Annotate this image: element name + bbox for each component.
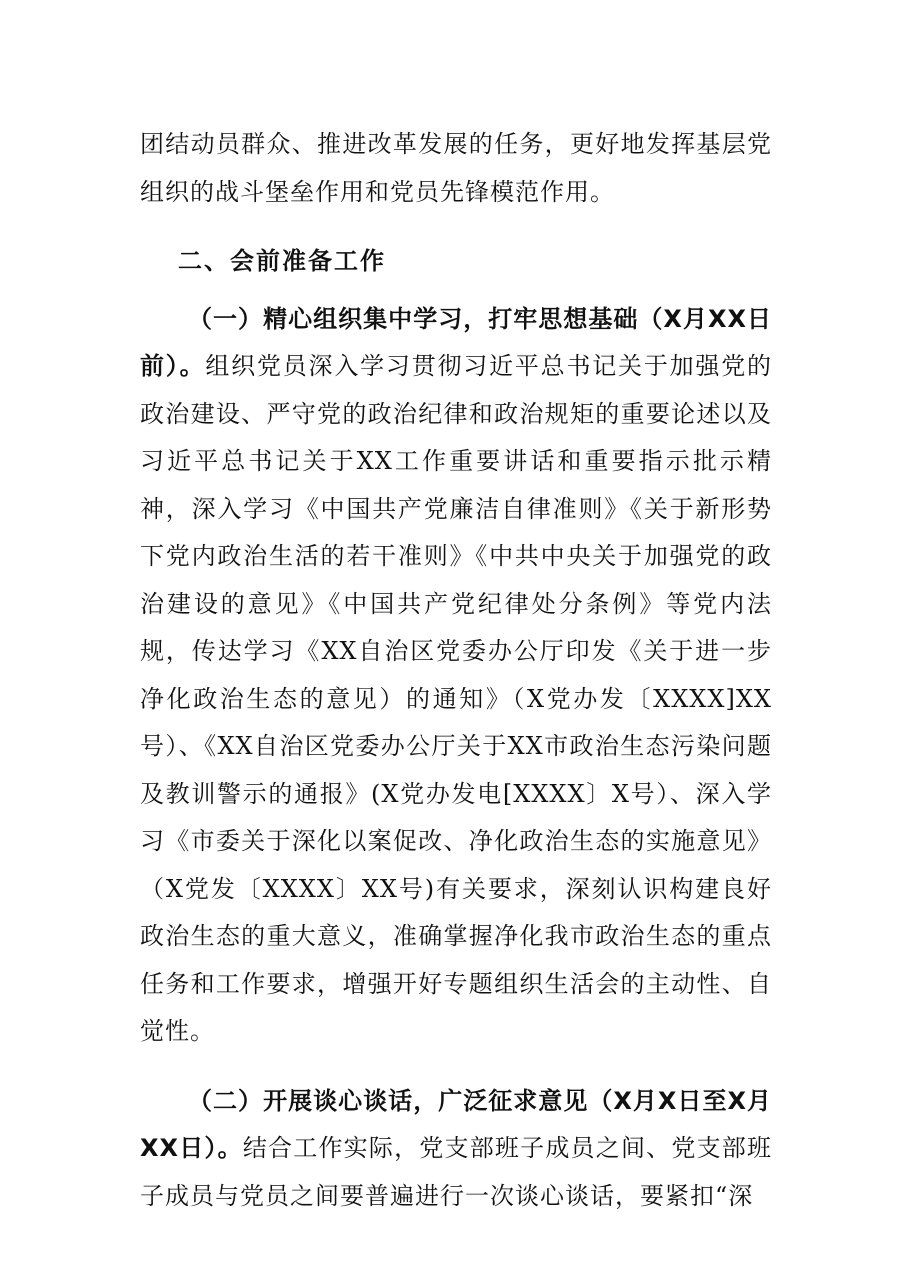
document-page — [140, 121, 772, 1220]
item-2-paragraph — [140, 1078, 772, 1221]
item-2-body: 结合工作实际，党支部班子成员之间、党支部班子成员与党员之间要普遍进行一次谈心谈话，要紧扣“深 — [140, 1134, 772, 1210]
item-1-title: （一）精心组织集中学习，打牢思想基础（X月XX日前）。 — [140, 304, 772, 380]
item-1-body: 组织党员深入学习贯彻习近平总书记关于加强党的政治建设、严守党的政治纪律和政治规矩的重要论述以及习近平总书记关于XX工作重要讲话和重要指示批示精神，深入学习《中国共产党廉洁自律准则》《关于新形势下党内政治生活的若干准则》《中共中央关于加强党的政治建设的意见》《中国共产党纪律处分条例》等党内法规，传达学习《XX自治区党委办公厅印发《关于进一步净化政治生态的意见）的通知》（X党办发〔XXXX]XX号）、《XX自治区党委办公厅关于XX市政治生态污染问题及教训警示的通报》(X党办发电[XXXX〕X号）、深入学习《市委关于深化以案促改、净化政治生态的实施意见》（X党发〔XXXX〕XX号)有关要求，深刻认识构建良好政治生态的重大意义，准确掌握净化我市政治生态的重点任务和工作要求，增强开好专题组织生活会的主动性、自觉性。 — [140, 352, 772, 1045]
intro-paragraph: 团结动员群众、推进改革发展的任务，更好地发挥基层党组织的战斗堡垒作用和党员先锋模范作用。 — [140, 130, 772, 206]
item-1-paragraph — [140, 296, 772, 1056]
section-heading: 二、会前准备工作 — [178, 247, 386, 275]
item-2-title: （二）开展谈心谈话，广泛征求意见（X月X日至X月XX日）。 — [140, 1086, 772, 1162]
